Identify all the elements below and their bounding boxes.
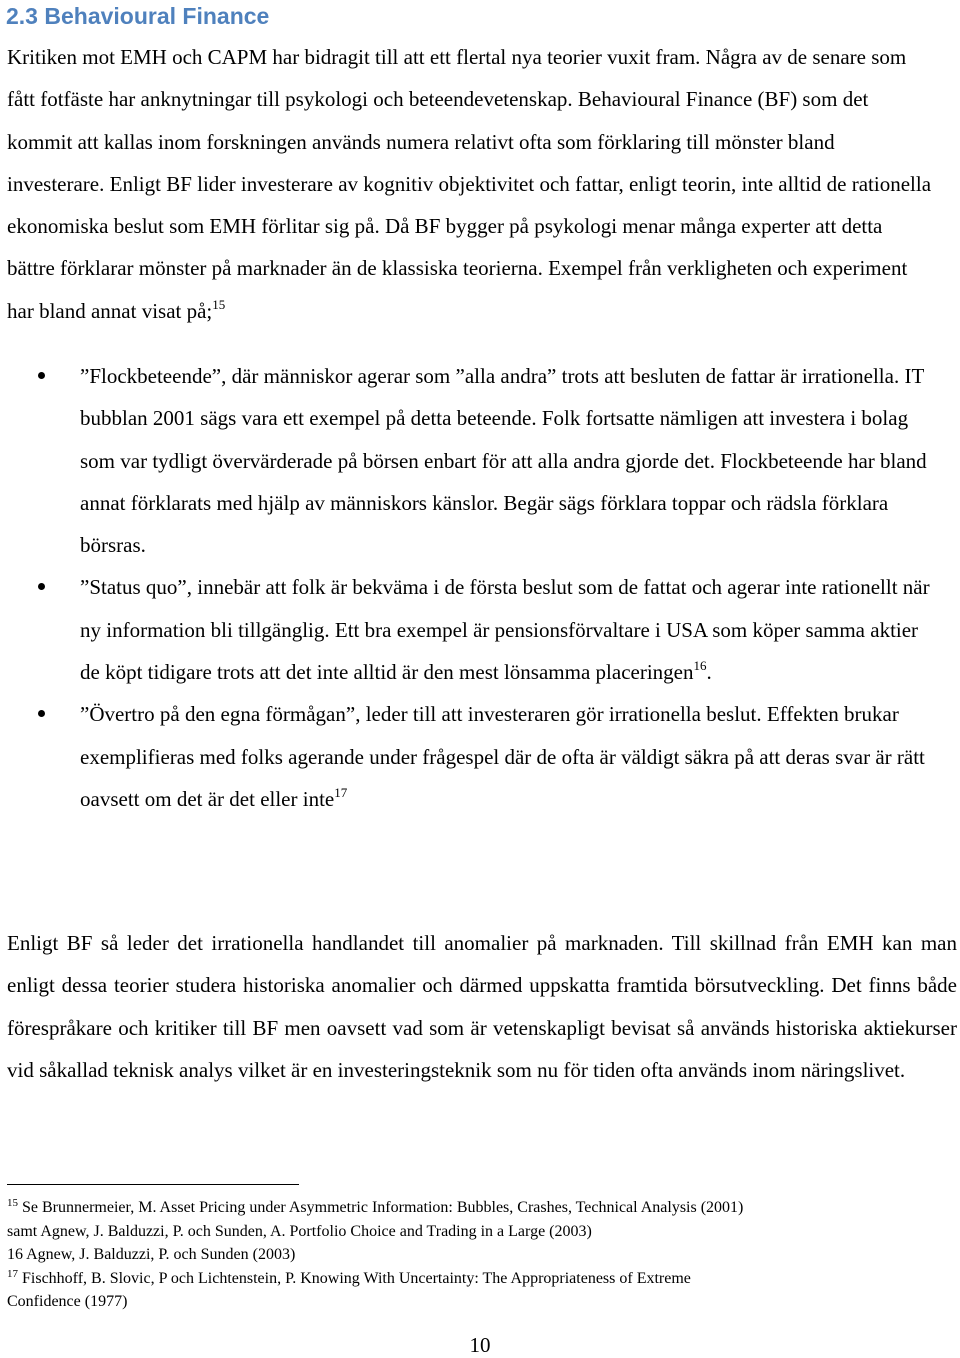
bullet-dot-icon [38,583,45,590]
intro-text: Kritiken mot EMH och CAPM har bidragit till att ett flertal nya teorier vuxit fram. Några av de senare som fått fotfäste har anknytningar till psykologi och beteendevetenskap. Behavioural Finance (BF) som det kommit att kallas inom forskningen används numera relativt ofta som förklaring till mönster bland investerare. Enligt BF lider investerare av kognitiv objektivitet och fattar, enligt teorin, inte alltid de rationella ekonomiska beslut som EMH förlitar sig på. Då BF bygger på psykologi menar många experter att detta bättre förklarar mönster på marknader än de klassiska teorierna. Exempel från verkligheten och experiment har bland annat visat på; [7,45,932,323]
footnote-15-continued: samt Agnew, J. Balduzzi, P. och Sunden, A. Portfolio Choice and Trading in a Large (2003) [7,1222,592,1240]
footnote-mark-15: 15 [7,1197,18,1209]
bullet-dot-icon [38,372,45,379]
bullet-item-overconfidence [0,693,940,820]
conclusion-paragraph: Enligt BF så leder det irrationella handlandet till anomalier på marknaden. Till skillnad från EMH kan man enligt dessa teorier studera historiska anomalier och därmed uppskatta framtida börsutveckling. Det finns både förespråkare och kritiker till BF men oavsett vad som är vetenskapligt bevisat så används historiska aktiekurser vid såkallad teknisk analys vilket är en investeringsteknik som nu för tiden ofta används inom näringslivet. [7,931,957,1082]
footnote-17-text: Fischhoff, B. Slovic, P och Lichtenstein, P. Knowing With Uncertainty: The Appropriateness of Extreme [18,1269,691,1287]
footnote-ref-16[interactable]: 16 [693,658,707,674]
bullet-text: ”Flockbeteende”, där människor agerar som ”alla andra” trots att besluten de fattar är irrationella. IT bubblan 2001 sägs vara ett exempel på detta beteende. Folk fortsatte nämligen att investera i bolag som var tydligt övervärderade på börsen enbart för att alla andra gjorde det. Flockbeteende har bland annat förklarats med hjälp av människors känslor. Begär sägs förklara toppar och rädsla förklara börsras. [80,364,927,558]
footnote-17-continued: Confidence (1977) [7,1293,128,1310]
footnote-mark-17: 17 [7,1267,18,1280]
page-number: 10 [469,1333,491,1357]
footnote-15 [7,1196,957,1220]
footnote-17 [7,1267,957,1291]
bullet-text: ”Övertro på den egna förmågan”, leder till att investeraren gör irrationella beslut. Effekten brukar exemplifieras med folks agerande under frågespel där de ofta är väldigt säkra på att deras svar är rätt oavsett om det är det eller inte [80,702,925,811]
footnote-16: 16 Agnew, J. Balduzzi, P. och Sunden (2003) [7,1246,296,1263]
bullet-list [0,355,960,820]
footnote-15-text: Se Brunnermeier, M. Asset Pricing under Asymmetric Information: Bubbles, Crashes, Technical Analysis (2001) [18,1199,744,1216]
footnotes [7,1196,957,1314]
bullet-tail: . [706,660,712,685]
bullet-item-status-quo [0,566,940,693]
footnote-divider [7,1184,299,1185]
footnote-ref-15[interactable]: 15 [212,296,226,312]
bullet-text: ”Status quo”, innebär att folk är bekväma i de första beslut som de fattat och agerar inte rationellt när ny information bli tillgänglig. Ett bra exempel är pensionsförvaltare i USA som köper samma aktier de köpt tidigare trots att det inte alltid är den mest lönsamma placeringen [80,575,930,685]
intro-paragraph [7,36,935,332]
bullet-dot-icon [38,710,45,717]
bullet-item-herd-behaviour [0,355,940,566]
footnote-ref-17[interactable]: 17 [334,784,348,800]
section-heading: 2.3 Behavioural Finance [6,3,270,29]
